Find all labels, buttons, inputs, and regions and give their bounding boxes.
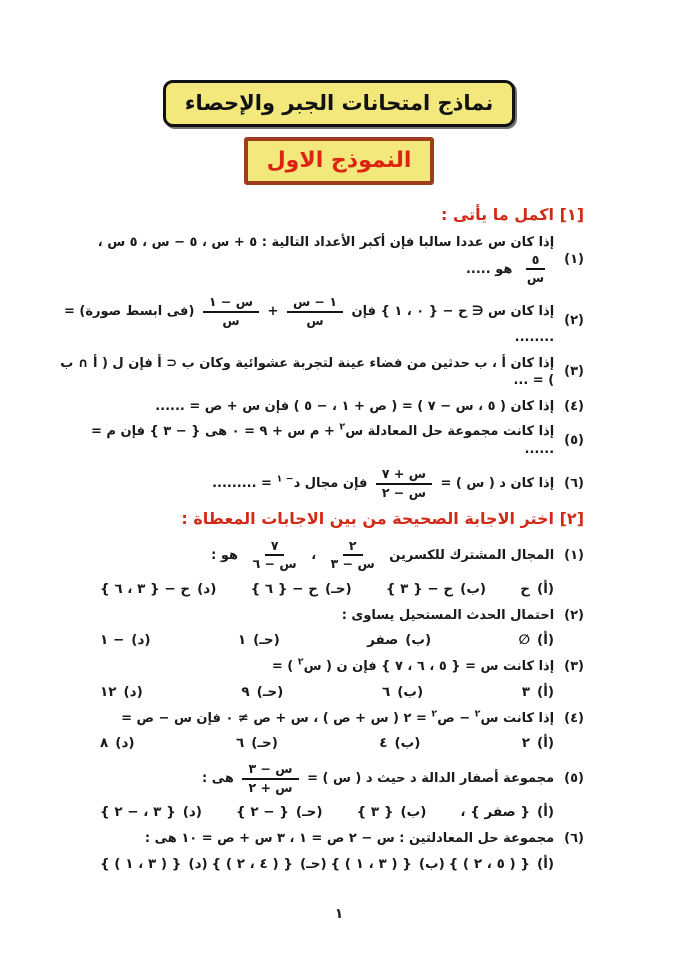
option-label: (حـ) bbox=[324, 580, 352, 597]
question-statement bbox=[58, 658, 584, 676]
fraction-numerator: ٧ bbox=[265, 539, 285, 556]
options-row bbox=[100, 735, 554, 751]
option-value: { ( ٣ ، ١ ) } bbox=[330, 855, 412, 872]
question-statement bbox=[58, 830, 584, 848]
option-value: ∅ bbox=[518, 632, 531, 649]
option-value: { ( ٥ ، ٢ ) } bbox=[448, 855, 531, 872]
option-value: ٦ bbox=[235, 735, 245, 752]
option-value: { ٣ ، − ٢ } bbox=[100, 804, 176, 821]
item-text: إذا كانت س$^٢$ − ص$^٢$ = ٢ ( س + ص ) ، س + ص ≠ ٠ فإن س − ص = bbox=[121, 708, 555, 726]
option-value: { ( ٣ ، ١ ) } bbox=[100, 855, 182, 872]
option bbox=[100, 684, 143, 700]
fill-in-item bbox=[58, 398, 584, 416]
fraction-denominator: س bbox=[526, 269, 545, 285]
option-value: ح − { ٣ ، ٦ } bbox=[100, 580, 191, 597]
option bbox=[100, 856, 208, 872]
fraction-denominator: س − ٦ bbox=[252, 556, 297, 572]
options-row bbox=[100, 804, 554, 820]
item-number: (٢) bbox=[564, 312, 584, 328]
item-number: (١) bbox=[564, 252, 584, 268]
option-value: { − ٢ } bbox=[236, 804, 289, 821]
option-label: (حـ) bbox=[295, 804, 323, 821]
option-value: ح − { ٣ } bbox=[385, 580, 454, 597]
item-text: مجموعة أصفار الدالة د حيث د ( س ) = $\frac{\text{س − ٣}}{\text{س + ٢}}$ هى : bbox=[202, 761, 555, 795]
option-label: (حـ) bbox=[299, 855, 327, 872]
section-header: [٢] اختر الاجابة الصحيحة من بين الاجابات المعطاة : bbox=[181, 509, 584, 529]
fill-in-item bbox=[58, 423, 584, 458]
option-value: − ١ bbox=[100, 632, 125, 649]
option bbox=[236, 735, 278, 751]
option-label: (أ) bbox=[537, 683, 554, 700]
fraction-numerator: س − ٣ bbox=[242, 762, 298, 779]
fill-in-item bbox=[58, 355, 584, 390]
option-label: (د) bbox=[115, 735, 135, 752]
option-label: (حـ) bbox=[253, 632, 280, 649]
option bbox=[520, 581, 554, 597]
item-text: إذا كان د ( س ) = $\frac{\text{س + ٧}}{\text{س − ٢}}$ فإن مجال د$^{- ١}$ = ......... bbox=[212, 466, 555, 500]
option-label: (د) bbox=[197, 580, 217, 597]
superscript: ٢ bbox=[474, 708, 481, 720]
option bbox=[330, 856, 444, 872]
question-statement bbox=[58, 761, 584, 796]
question-block bbox=[58, 607, 584, 649]
item-number: (٣) bbox=[564, 659, 584, 675]
item-number: (٦) bbox=[564, 475, 584, 491]
fraction bbox=[287, 295, 343, 328]
fill-in-item bbox=[58, 234, 584, 286]
options-row bbox=[100, 581, 554, 597]
item-text: إذا كان س عددا سالبا فإن أكبر الأعداد التالية : ٥ + س ، ٥ − س ، ٥ س ، $\frac{٥}{\text{س}}$ هو ..... bbox=[97, 235, 555, 285]
option bbox=[379, 735, 420, 751]
option-value: ١ bbox=[237, 632, 247, 649]
item-text: إذا كانت مجموعة حل المعادلة س$^٢$ + م س + ٩ = ٠ هى { − ٣ } فإن م = ...... bbox=[91, 421, 555, 457]
option-label: (ب) bbox=[397, 683, 424, 700]
page-number: ١ bbox=[334, 906, 344, 922]
question-statement bbox=[58, 466, 584, 501]
option-value: ٨ bbox=[100, 735, 109, 752]
item-text: إذا كانت س = { ٥ ، ٦ ، ٧ } فإن ن ( س$^٢$ ) = bbox=[271, 657, 555, 675]
fraction-denominator: س bbox=[306, 312, 324, 328]
option-label: (ب) bbox=[418, 855, 445, 872]
item-number: (١) bbox=[564, 547, 584, 563]
options-row bbox=[100, 856, 554, 872]
question-block bbox=[58, 761, 584, 820]
option bbox=[382, 684, 423, 700]
exam-content bbox=[0, 185, 678, 872]
option-value: ح − { ٦ } bbox=[250, 580, 318, 597]
option-label: (ب) bbox=[460, 580, 487, 597]
item-number: (٤) bbox=[564, 710, 584, 726]
fraction bbox=[325, 539, 381, 572]
option-value: ٦ bbox=[381, 683, 391, 700]
question-statement bbox=[58, 538, 584, 573]
item-number: (٥) bbox=[564, 433, 584, 448]
fraction-numerator: ٥ bbox=[526, 253, 546, 270]
option bbox=[251, 581, 352, 597]
fraction bbox=[247, 539, 303, 572]
option-value: صفر bbox=[367, 632, 399, 649]
option-label: (د) bbox=[123, 683, 143, 700]
fraction bbox=[242, 762, 298, 795]
item-number: (٣) bbox=[564, 364, 584, 380]
question-statement bbox=[58, 607, 584, 625]
option-label: (حـ) bbox=[251, 735, 278, 752]
option bbox=[357, 804, 427, 820]
item-number: (٤) bbox=[564, 398, 584, 414]
fraction-numerator: س − ١ bbox=[203, 295, 259, 312]
question-statement bbox=[58, 234, 584, 286]
fraction-denominator: س − ٣ bbox=[330, 556, 375, 572]
option-value: { صفر } ، bbox=[460, 804, 531, 821]
option-value: { ٣ } bbox=[356, 804, 394, 821]
question-block bbox=[58, 830, 584, 872]
option-label: (أ) bbox=[537, 632, 554, 649]
superscript: ٢ bbox=[297, 657, 304, 669]
question-block bbox=[58, 710, 584, 752]
option bbox=[238, 632, 280, 648]
option-value: ٤ bbox=[379, 735, 388, 752]
option bbox=[386, 581, 486, 597]
item-text: إذا كان ( ٥ ، س − ٧ ) = ( ص + ١ ، − ٥ ) فإن س + ص = ...... bbox=[155, 398, 555, 414]
item-number: (٥) bbox=[564, 771, 584, 787]
question-statement bbox=[58, 423, 584, 458]
fill-in-item bbox=[58, 294, 584, 346]
option bbox=[212, 856, 327, 872]
superscript: ٢ bbox=[431, 708, 438, 720]
item-text: احتمال الحدث المستحيل يساوى : bbox=[341, 607, 555, 623]
fraction-denominator: س bbox=[222, 312, 240, 328]
option-label: (د) bbox=[188, 855, 208, 872]
item-number: (٦) bbox=[564, 831, 584, 847]
option-value: ٢ bbox=[521, 735, 531, 752]
option-value: ٣ bbox=[521, 683, 531, 700]
section-header: [١] اكمل ما يأتى : bbox=[441, 205, 584, 224]
fraction bbox=[203, 295, 259, 328]
option-value: ح bbox=[520, 580, 531, 597]
fraction-numerator: س + ٧ bbox=[376, 467, 432, 484]
superscript: − ١ bbox=[276, 473, 294, 485]
question-statement bbox=[58, 398, 584, 416]
option-label: (أ) bbox=[537, 855, 554, 872]
option bbox=[449, 856, 554, 872]
option bbox=[522, 735, 554, 751]
option bbox=[100, 581, 216, 597]
options-row bbox=[100, 684, 554, 700]
model-number-banner: النموذج الاول bbox=[244, 137, 434, 185]
section-1 bbox=[58, 205, 584, 501]
option-label: (أ) bbox=[537, 580, 554, 597]
question-block bbox=[58, 658, 584, 700]
fraction-denominator: س + ٢ bbox=[248, 779, 293, 795]
superscript: ٢ bbox=[339, 421, 346, 433]
question-statement bbox=[58, 294, 584, 346]
option bbox=[100, 804, 202, 820]
fraction bbox=[521, 253, 550, 286]
item-text: إذا كان س ∈ ح − { ٠ ، ١ } فإن $\frac{\text{١ − س}}{\text{س}}$ + $\frac{\text{س − ١}}{\text{س}}$ (فى ابسط صورة) = ........ bbox=[64, 294, 555, 346]
question-statement bbox=[58, 355, 584, 390]
option bbox=[518, 632, 554, 648]
item-text: المجال المشترك للكسرين $\frac{٢}{\text{س − ٣}}$ ، $\frac{٧}{\text{س − ٦}}$ هو : bbox=[211, 538, 555, 572]
option bbox=[100, 735, 135, 751]
option-value: ١٢ bbox=[100, 683, 117, 700]
option-label: (ب) bbox=[405, 632, 432, 649]
fraction-denominator: س − ٢ bbox=[381, 484, 426, 500]
option-label: (ب) bbox=[400, 804, 427, 821]
fraction bbox=[376, 467, 432, 500]
fraction-numerator: ٢ bbox=[343, 539, 363, 556]
item-text: إذا كان أ ، ب حدثين من فضاء عينة لتجربة عشوائية وكان ب ⊂ أ فإن ل ( أ ∩ ب ) = ... bbox=[60, 355, 555, 389]
option-label: (ب) bbox=[394, 735, 421, 752]
exam-title-banner: نماذج امتحانات الجبر والإحصاء bbox=[163, 80, 515, 127]
option-label: (حـ) bbox=[256, 683, 284, 700]
option bbox=[241, 684, 283, 700]
section-2 bbox=[58, 509, 584, 872]
option-value: ٩ bbox=[241, 683, 250, 700]
option bbox=[522, 684, 554, 700]
item-text: مجموعة حل المعادلتين : س − ٢ ص = ١ ، ٣ س + ص = ١٠ هى : bbox=[144, 831, 555, 847]
option bbox=[460, 804, 554, 820]
option-label: (د) bbox=[182, 804, 202, 821]
options-row bbox=[100, 632, 554, 648]
question-block bbox=[58, 538, 584, 597]
item-number: (٢) bbox=[564, 607, 584, 623]
fill-in-item bbox=[58, 466, 584, 501]
option bbox=[236, 804, 323, 820]
option bbox=[100, 632, 151, 648]
fraction-numerator: ١ − س bbox=[287, 295, 343, 312]
question-statement bbox=[58, 710, 584, 728]
option bbox=[367, 632, 431, 648]
option-label: (أ) bbox=[537, 735, 554, 752]
option-label: (أ) bbox=[537, 804, 554, 821]
option-label: (د) bbox=[131, 632, 151, 649]
option-value: { ( ٤ ، ٢ ) } bbox=[211, 855, 293, 872]
